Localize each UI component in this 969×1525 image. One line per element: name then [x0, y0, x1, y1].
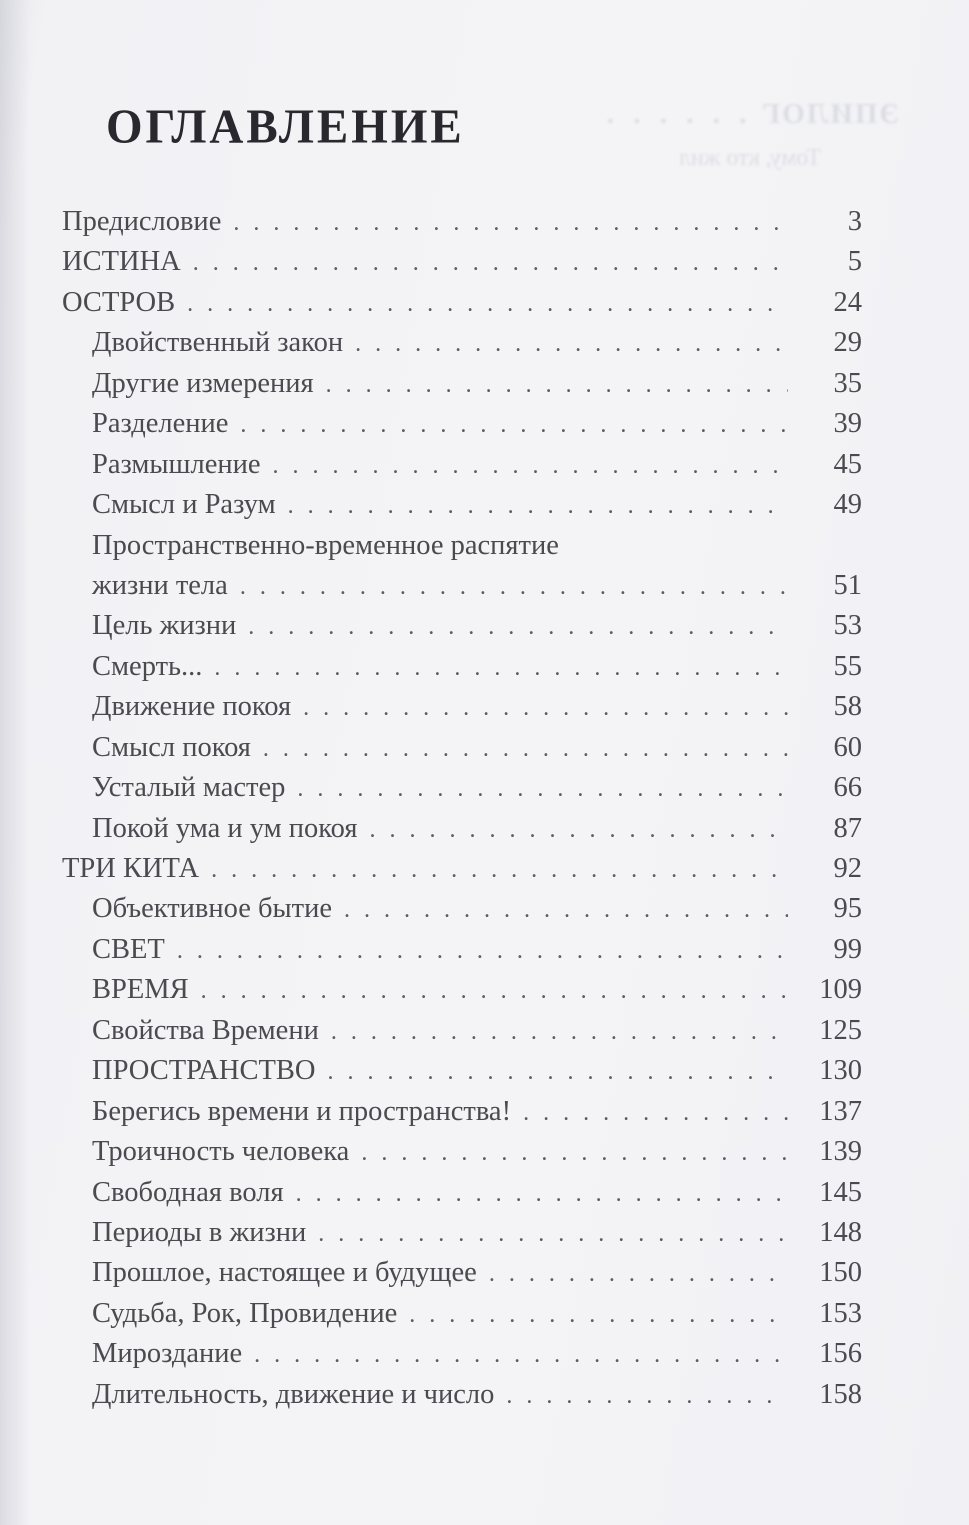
dot-leader: [297, 768, 788, 809]
toc-entry: [62, 647, 862, 687]
table-of-contents: [62, 202, 862, 1415]
dot-leader: [328, 1051, 788, 1092]
dot-leader: [288, 485, 788, 526]
toc-entry-label: Движение покоя: [92, 691, 292, 723]
toc-entry-page: 66: [833, 772, 862, 804]
toc-entry: [62, 1213, 862, 1253]
toc-entry-label: ИСТИНА: [62, 246, 181, 278]
toc-entry-label: Длительность, движение и число: [92, 1378, 495, 1410]
toc-entry-page: 130: [819, 1055, 862, 1087]
dot-leader: [331, 1011, 788, 1052]
toc-entry: [62, 283, 862, 323]
toc-entry-label: Объективное бытие: [92, 893, 333, 925]
toc-entry-label: жизни тела: [92, 569, 228, 601]
toc-entry-label: Берегись времени и пространства!: [92, 1095, 512, 1127]
toc-entry-label: Смерть...: [92, 650, 203, 682]
toc-entry-label: Троичность человека: [92, 1136, 350, 1168]
toc-entry-label: ОСТРОВ: [62, 286, 176, 318]
toc-entry-label: ПРОСТРАНСТВО: [92, 1055, 316, 1087]
dot-leader: [296, 1173, 788, 1214]
bleedthrough-epilog-dots: . . . . . .: [600, 98, 760, 130]
toc-entry-page: 137: [819, 1095, 862, 1127]
toc-entry: [62, 364, 862, 404]
toc-entry: [62, 404, 862, 444]
toc-entry-label: ВРЕМЯ: [92, 974, 189, 1006]
dot-leader: [233, 202, 788, 243]
dot-leader: [193, 242, 788, 283]
bleedthrough-text: [590, 98, 910, 172]
toc-entry-label: Свойства Времени: [92, 1014, 319, 1046]
toc-entry: [62, 728, 862, 768]
dot-leader: [248, 606, 788, 647]
dot-leader: [506, 1375, 788, 1416]
toc-entry-label: Пространственно-временное распятие: [92, 529, 559, 561]
toc-entry-page: 55: [833, 650, 862, 682]
toc-entry-page: 150: [819, 1257, 862, 1289]
toc-entry-page: 145: [819, 1176, 862, 1208]
dot-leader: [177, 930, 788, 971]
page-title: ОГЛАВЛЕНИЕ: [106, 99, 465, 155]
toc-entry: [62, 687, 862, 727]
toc-entry-label: Свободная воля: [92, 1176, 284, 1208]
toc-entry-page: 87: [833, 812, 862, 844]
toc-entry-page: 5: [847, 246, 862, 278]
toc-entry-page: 109: [819, 974, 862, 1006]
toc-entry-page: 153: [819, 1297, 862, 1329]
toc-entry: [62, 485, 862, 525]
dot-leader: [240, 566, 788, 607]
toc-entry-label: Судьба, Рок, Провидение: [92, 1297, 398, 1329]
dot-leader: [211, 849, 788, 890]
bleedthrough-epilog-label: ЭПИЛОГ: [759, 98, 900, 130]
toc-entry-label: Периоды в жизни: [92, 1216, 307, 1248]
dot-leader: [355, 323, 788, 364]
toc-entry-label: Цель жизни: [92, 610, 237, 642]
dot-leader: [214, 647, 788, 688]
toc-entry-label: Мироздание: [92, 1338, 243, 1370]
toc-entry-page: 3: [847, 206, 862, 237]
toc-entry-page: 45: [833, 448, 862, 480]
toc-entry-label: ТРИ КИТА: [62, 853, 200, 884]
toc-entry-page: 49: [833, 489, 862, 521]
toc-entry: [62, 849, 862, 889]
toc-entry-page: 35: [833, 367, 862, 399]
toc-entry-page: 51: [833, 569, 862, 601]
toc-entry: [62, 566, 862, 606]
toc-entry-page: 99: [833, 933, 862, 965]
toc-entry: [62, 1294, 862, 1334]
dot-leader: [303, 687, 788, 728]
toc-entry-label: СВЕТ: [92, 933, 165, 965]
toc-entry-label: Покой ума и ум покоя: [92, 812, 358, 844]
toc-entry: [62, 323, 862, 363]
toc-entry-label: Прошлое, настоящее и будущее: [92, 1257, 477, 1289]
dot-leader: [523, 1092, 788, 1133]
toc-entry-page: 29: [833, 327, 862, 359]
toc-entry-page: 60: [833, 731, 862, 763]
toc-entry-label: Размышление: [92, 448, 261, 480]
dot-leader: [240, 404, 788, 445]
toc-entry-page: 156: [819, 1338, 862, 1370]
toc-entry: [62, 202, 862, 242]
dot-leader: [369, 809, 788, 850]
toc-entry-page: 58: [833, 691, 862, 723]
toc-entry-page: 24: [833, 286, 862, 318]
dot-leader: [409, 1294, 788, 1335]
dot-leader: [187, 283, 788, 324]
dot-leader: [263, 728, 788, 769]
toc-entry: [62, 606, 862, 646]
toc-entry-page: 158: [819, 1378, 862, 1410]
toc-entry: [62, 1051, 862, 1091]
toc-entry-label: Предисловие: [62, 206, 222, 237]
toc-entry-label: Разделение: [92, 408, 229, 440]
dot-leader: [254, 1334, 788, 1375]
toc-entry-page: 95: [833, 893, 862, 925]
toc-entry-label: Смысл и Разум: [92, 489, 276, 521]
toc-entry: [62, 1092, 862, 1132]
toc-entry-label: Смысл покоя: [92, 731, 251, 763]
toc-entry-page: 39: [833, 408, 862, 440]
toc-entry: [62, 930, 862, 970]
toc-entry: [62, 1011, 862, 1051]
bleedthrough-epilog: [590, 98, 910, 131]
toc-entry-label: Усталый мастер: [92, 772, 286, 804]
dot-leader: [326, 364, 788, 405]
dot-leader: [344, 889, 788, 930]
dot-leader: [361, 1132, 788, 1173]
dot-leader: [201, 970, 788, 1011]
toc-entry: [62, 1375, 862, 1415]
toc-entry: [62, 889, 862, 929]
toc-entry: [62, 1334, 862, 1374]
toc-entry: [62, 809, 862, 849]
toc-entry-page: 53: [833, 610, 862, 642]
toc-entry: [62, 1173, 862, 1213]
dot-leader: [318, 1213, 788, 1254]
toc-entry-page: 125: [819, 1014, 862, 1046]
dot-leader: [273, 445, 788, 486]
toc-entry: [62, 768, 862, 808]
toc-entry: [62, 445, 862, 485]
toc-entry: [62, 242, 862, 282]
toc-entry-page: 92: [833, 853, 862, 884]
toc-entry: [62, 526, 862, 566]
toc-entry-label: Другие измерения: [92, 367, 314, 399]
bleedthrough-subtitle: Тому, кто жил: [678, 145, 822, 171]
toc-entry: [62, 1132, 862, 1172]
toc-entry-page: 139: [819, 1136, 862, 1168]
toc-entry: [62, 1253, 862, 1293]
dot-leader: [489, 1253, 788, 1294]
toc-entry: [62, 970, 862, 1010]
toc-entry-label: Двойственный закон: [92, 327, 344, 359]
toc-entry-page: 148: [819, 1216, 862, 1248]
